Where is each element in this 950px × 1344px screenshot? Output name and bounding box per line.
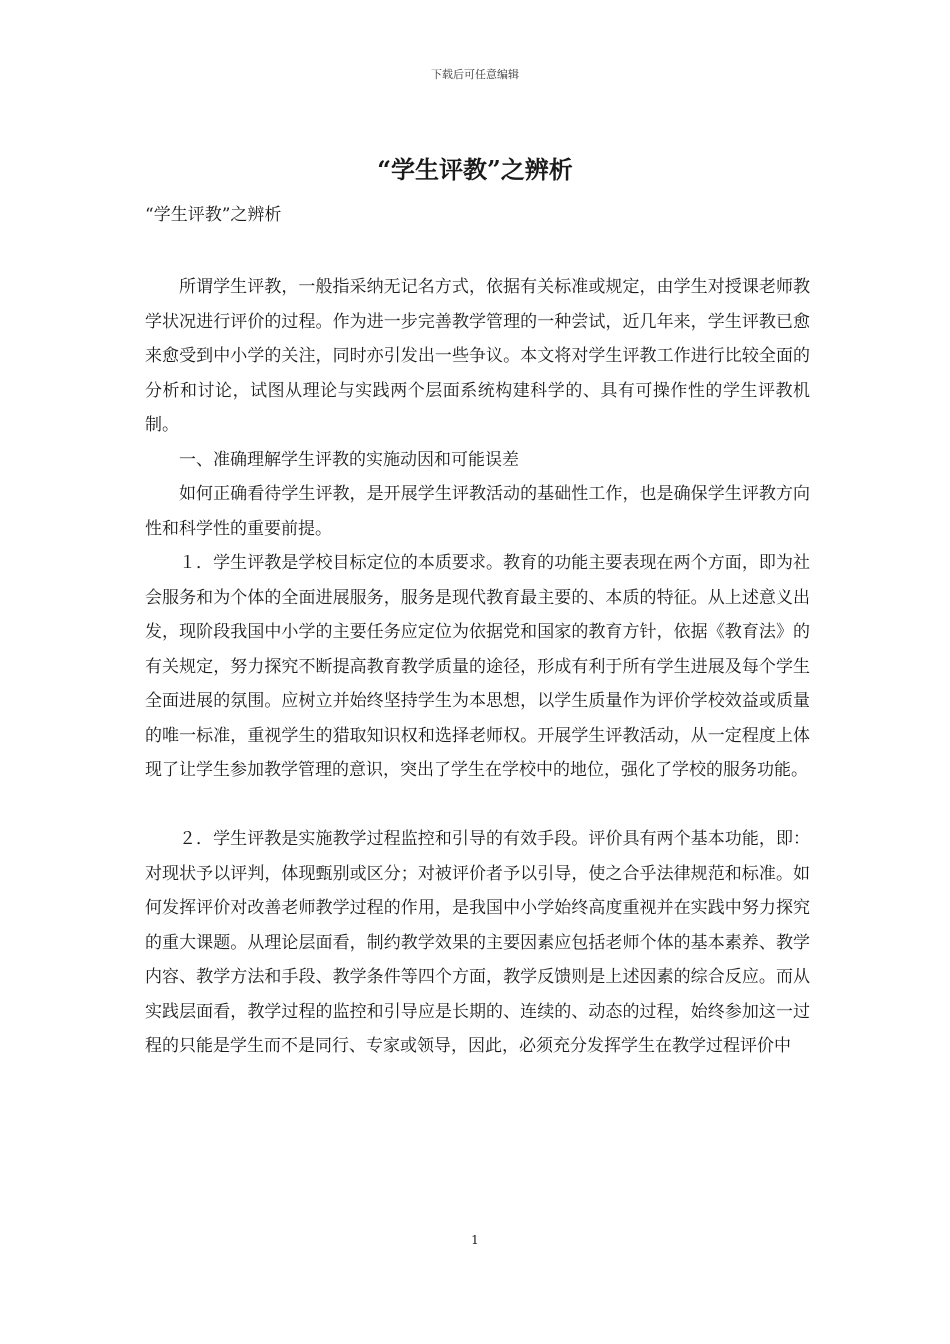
page-number: 1 xyxy=(471,1233,479,1247)
document-title: “学生评教”之辨析 xyxy=(377,155,573,184)
paragraph-intro: 所谓学生评教，一般指采纳无记名方式，依据有关标准或规定，由学生对授课老师教学状况进行评价的过程。作为进一步完善教学管理的一种尝试，近几年来，学生评教已愈来愈受到中小学的关注，同时亦引发出一些争议。本文将对学生评教工作进行比较全面的分析和讨论，试图从理论与实践两个层面系统构建科学的、具有可操作性的学生评教机制。 xyxy=(145,277,810,435)
document-body xyxy=(145,270,810,1064)
paragraph-point-2: ２．学生评教是实施教学过程监控和引导的有效手段。评价具有两个基本功能，即：对现状予以评判，体现甄别或区分；对被评价者予以引导，使之合乎法律规范和标准。如何发挥评价对改善老师教学过程的作用，是我国中小学始终高度重视并在实践中努力探究的重大课题。从理论层面看，制约教学效果的主要因素应包括老师个体的基本素养、教学内容、教学方法和手段、教学条件等四个方面，教学反馈则是上述因素的综合反应。而从实践层面看，教学过程的监控和引导应是长期的、连续的、动态的过程，始终参加这一过程的只能是学生而不是同行、专家或领导，因此，必须充分发挥学生在教学过程评价中 xyxy=(145,829,810,1056)
page-header-note: 下载后可任意编辑 xyxy=(431,68,519,81)
document-subtitle: “学生评教”之辨析 xyxy=(145,205,282,225)
paragraph-section-1-intro: 如何正确看待学生评教，是开展学生评教活动的基础性工作，也是确保学生评教方向性和科学性的重要前提。 xyxy=(145,484,810,539)
paragraph-point-1: １．学生评教是学校目标定位的本质要求。教育的功能主要表现在两个方面，即为社会服务和为个体的全面进展服务，服务是现代教育最主要的、本质的特征。从上述意义出发，现阶段我国中小学的主要任务应定位为依据党和国家的教育方针，依据《教育法》的有关规定，努力探究不断提高教育教学质量的途径，形成有利于所有学生进展及每个学生全面进展的氛围。应树立并始终坚持学生为本思想，以学生质量作为评价学校效益或质量的唯一标准，重视学生的猎取知识权和选择老师权。开展学生评教活动，从一定程度上体现了让学生参加教学管理的意识，突出了学生在学校中的地位，强化了学校的服务功能。 xyxy=(145,553,810,780)
section-heading-1: 一、准确理解学生评教的实施动因和可能误差 xyxy=(179,449,519,470)
